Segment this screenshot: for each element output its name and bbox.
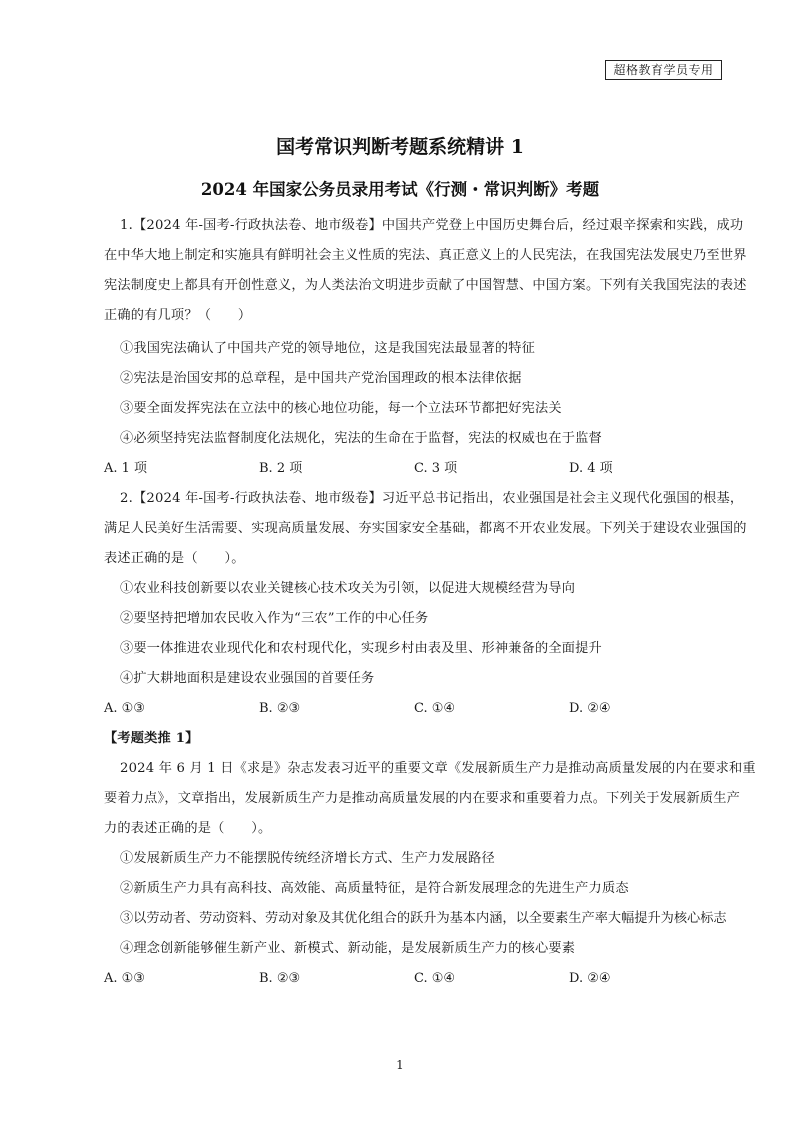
q1-statement-3: ③要全面发挥宪法在立法中的核心地位功能，每一个立法环节都把好宪法关 — [120, 401, 562, 416]
q3-line-1: 2024 年 6 月 1 日《求是》杂志发表习近平的重要文章《发展新质生产力是推动高质量发展的内在要求和重 — [120, 761, 756, 776]
q1-line-3: 宪法制度史上都具有开创性意义，为人类法治文明进步贡献了中国智慧、中国方案。下列有关我国宪法的表述 — [104, 278, 747, 293]
q1-statement-2: ②宪法是治国安邦的总章程，是中国共产党治国理政的根本法律依据 — [120, 371, 522, 386]
student-only-badge: 超格教育学员专用 — [605, 60, 722, 80]
q3-statement-4: ④理念创新能够催生新产业、新模式、新动能，是发展新质生产力的核心要素 — [120, 941, 576, 956]
q2-line-1: 2.【2024 年-国考-行政执法卷、地市级卷】习近平总书记指出，农业强国是社会主义现代化强国的根基， — [120, 491, 744, 506]
q2-statement-1: ①农业科技创新要以农业关键核心技术攻关为引领，以促进大规模经营为导向 — [120, 581, 576, 596]
q3-statement-2: ②新质生产力具有高科技、高效能、高质量特征，是符合新发展理念的先进生产力质态 — [120, 881, 629, 896]
document-subtitle: 2024 年国家公务员录用考试《行测・常识判断》考题 — [200, 180, 600, 199]
q3-option-b: B. ②③ — [259, 971, 301, 986]
q2-statement-4: ④扩大耕地面积是建设农业强国的首要任务 — [120, 671, 375, 686]
q1-statement-1: ①我国宪法确认了中国共产党的领导地位，这是我国宪法最显著的特征 — [120, 341, 536, 356]
q3-option-a: A. ①③ — [104, 971, 145, 986]
q3-line-3: 力的表述正确的是（ ）。 — [104, 821, 272, 836]
q3-option-d: D. ②④ — [569, 971, 611, 986]
q2-line-2: 满足人民美好生活需要、实现高质量发展、夯实国家安全基础，都离不开农业发展。下列关于建设农业强国的 — [104, 521, 747, 536]
q3-line-2: 要着力点》，文章指出，发展新质生产力是推动高质量发展的内在要求和重要着力点。下列关于发展新质生产 — [104, 791, 740, 806]
q1-line-2: 在中华大地上制定和实施具有鲜明社会主义性质的宪法、真正意义上的人民宪法，在我国宪法发展史乃至世界 — [104, 248, 747, 263]
page-number: 1 — [396, 1058, 404, 1072]
q2-option-b: B. ②③ — [259, 701, 301, 716]
q1-option-d: D. 4 项 — [569, 461, 613, 476]
q1-line-4: 正确的有几项？（ ） — [104, 308, 252, 323]
q1-line-1: 1.【2024 年-国考-行政执法卷、地市级卷】中国共产党登上中国历史舞台后，经过艰辛探索和实践，成功 — [120, 218, 744, 233]
document-title: 国考常识判断考题系统精讲 1 — [276, 136, 524, 158]
q2-option-d: D. ②④ — [569, 701, 611, 716]
q3-option-c: C. ①④ — [414, 971, 456, 986]
q1-statement-4: ④必须坚持宪法监督制度化法规化，宪法的生命在于监督，宪法的权威也在于监督 — [120, 431, 602, 446]
q1-option-b: B. 2 项 — [259, 461, 303, 476]
q1-option-c: C. 3 项 — [414, 461, 458, 476]
q2-statement-2: ②要坚持把增加农民收入作为“三农”工作的中心任务 — [120, 611, 429, 626]
q2-statement-3: ③要一体推进农业现代化和农村现代化，实现乡村由表及里、形神兼备的全面提升 — [120, 641, 602, 656]
q3-statement-3: ③以劳动者、劳动资料、劳动对象及其优化组合的跃升为基本内涵，以全要素生产率大幅提升为核心标志 — [120, 911, 727, 926]
q2-option-c: C. ①④ — [414, 701, 456, 716]
q2-line-3: 表述正确的是（ ）。 — [104, 551, 245, 566]
section-heading: 【考题类推 1】 — [104, 731, 199, 746]
q2-option-a: A. ①③ — [104, 701, 145, 716]
q3-statement-1: ①发展新质生产力不能摆脱传统经济增长方式、生产力发展路径 — [120, 851, 495, 866]
q1-option-a: A. 1 项 — [104, 461, 148, 476]
